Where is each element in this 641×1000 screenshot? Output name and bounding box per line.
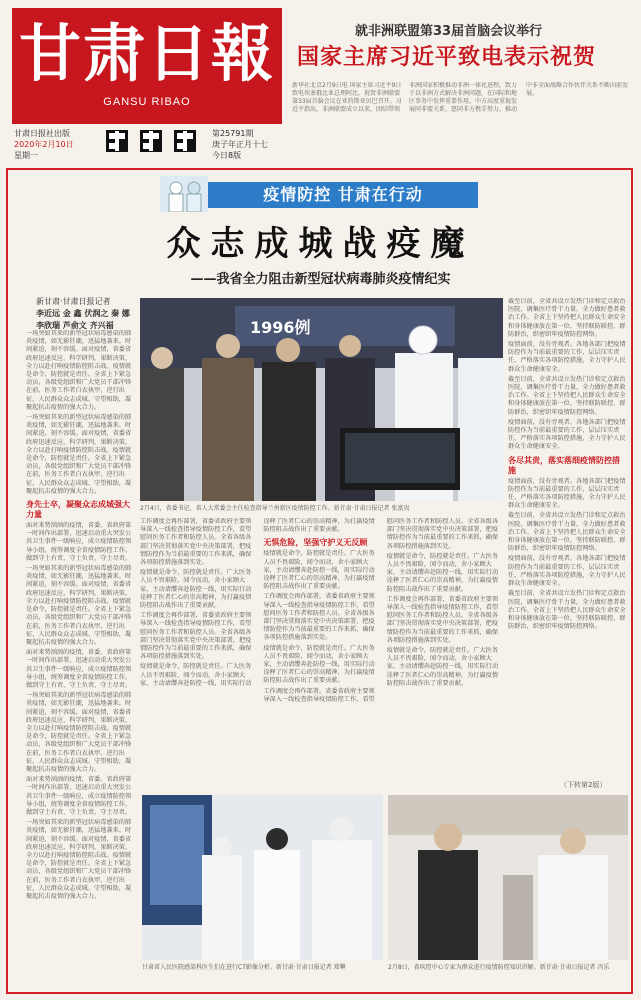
middle-columns: [140, 518, 502, 783]
paragraph: 疫情就是命令，防控就是责任。广大医务人员不畏艰险，闻令而动，舍小家顾大家，主动请缨奔赴防控一线，用实际行动诠释了医者仁心的崇高精神，为打赢疫情防控阻击战作出了重要贡献。: [386, 552, 499, 593]
logo-chinese: 甘肃日報: [18, 17, 275, 90]
paragraph: 一场突如其来的新型冠状病毒感染的肺炎疫情，如无影狂潮，迅猛地袭来。时间紧迫，刻不容缓。面对疫情，省委省政府迅速反应，科学研判，果断决策，全力以赴打响疫情防控阻击战。疫情就是命令，防控就是责任。全省上下紧急动员，各级党组织和广大党员干部冲锋在前，医务工作者白衣执甲、逆行出征，人民群众众志成城、守望相助，凝聚起抗击疫情的强大合力。: [26, 414, 132, 495]
byline-line: 李近远 金 鑫 伏润之 秦 娜: [36, 309, 130, 318]
main-photo-scene: [140, 298, 503, 501]
byline: [36, 296, 146, 332]
paragraph: 截至目前，全省共设立发热门诊和定点救治医院，调集医疗骨干力量，全力做好患者救治工作。全省上下坚持把人民群众生命安全和身体健康放在第一位，坚持联防联控、群防群治，织密织牢疫情防控网络。: [508, 298, 626, 338]
paragraph: 疫情就是命令，防控就是责任。广大医务人员不畏艰险，闻令而动，舍小家顾大家，主动请缨奔赴防控一线，用实际行动诠释了医者仁心的崇高精神，为打赢疫情防控阻击战作出了重要贡献。: [386, 647, 499, 687]
feature-title[interactable]: 众志成城战疫魔: [166, 224, 475, 264]
hospital-photo-caption: 甘肃省人民医院感染科医生们在进行CT影像分析。新甘肃·甘肃日报记者 郑攀: [142, 964, 346, 971]
page-count: 今日8版: [212, 151, 242, 160]
pub-weekday: 星期一: [14, 151, 38, 160]
paragraph: 面对来势汹汹的疫情，省委、省政府第一时间作出部署，迅速启动重大突发公共卫生事件一级响应，成立疫情防控领导小组，统筹调度全省疫情防控工作，做到守土有责、守土负责、守土尽责。: [26, 649, 132, 689]
outreach-photo-scene: [388, 795, 628, 960]
section-subhead: 身先士卒，凝聚众志成城强大力量: [26, 500, 130, 520]
paragraph: 疫情就是命令，防控就是责任。广大医务人员不畏艰险，闻令而动，舍小家顾大家，主动请缨奔赴防控一线，用实际行动诠释了医者仁心的崇高精神，为打赢疫情防控阻击战作出了重要贡献。: [140, 518, 375, 687]
paragraph: 一场突如其来的新型冠状病毒感染的肺炎疫情，如无影狂潮，迅猛地袭来。时间紧迫，刻不容缓。面对疫情，省委省政府迅速反应，科学研判，果断决策，全力以赴打响疫情防控阻击战。疫情就是命令，防控就是责任。全省上下紧急动员，各级党组织和广大党员干部冲锋在前，医务工作者白衣执甲、逆行出征，人民群众众志成城、守望相助，凝聚起抗击疫情的强大合力。: [26, 819, 132, 900]
screen-figure: 1996例: [250, 318, 311, 337]
paragraph: 工作调度会再作部署，省委省政府主要领导深入一线检查指导疫情防控工作，看望慰问医务工作者和防控人员。全省各级各部门坚决贯彻落实党中央决策部署，把疫情防控作为当前最重要的工作来抓，确保各项防控措施落到实处。: [263, 593, 375, 642]
qr-code-icon: [106, 130, 128, 152]
paragraph: 疫情面前，没有旁观者。各地各部门把疫情防控作为当前最重要的工作，层层压实责任，严格落实各项防控措施，全力守护人民群众生命健康安全。: [508, 418, 626, 451]
hospital-photo: [142, 795, 383, 960]
lunar-date: 庚子年正月十七: [212, 140, 268, 149]
right-column: [508, 298, 626, 758]
paragraph: 一场突如其来的新型冠状病毒感染的肺炎疫情，如无影狂潮，迅猛地袭来。时间紧迫，刻不容缓。面对疫情，省委省政府迅速反应，科学研判，果断决策，全力以赴打响疫情防控阻击战。疫情就是命令，防控就是责任。全省上下紧急动员，各级党组织和广大党员干部冲锋在前，医务工作者白衣执甲、逆行出征，人民群众众志成城、守望相助，凝聚起抗击疫情的强大合力。: [26, 692, 132, 773]
medical-worker-icon: [160, 176, 208, 212]
paragraph: 工作调度会再作部署，省委省政府主要领导深入一线检查指导疫情防控工作，看望慰问医务工作者和防控人员。全省各级各部门坚决贯彻落实党中央决策部署，把疫情防控作为当前最重要的工作来抓，确保各项防控措施落到实处。: [140, 612, 252, 661]
paragraph: 疫情面前，没有旁观者。各地各部门把疫情防控作为当前最重要的工作，层层压实责任，严格落实各项防控措施，全力守护人民群众生命健康安全。: [508, 477, 626, 510]
publication-info: [14, 128, 104, 161]
paragraph: 截至目前，全省共设立发热门诊和定点救治医院，调集医疗骨干力量，全力做好患者救治工作。全省上下坚持把人民群众生命安全和身体健康放在第一位，坚持联防联控、群防群治，织密织牢疫情防控网络。: [508, 375, 626, 416]
byline-line: 李欣瑞 芦俞文 齐兴福: [36, 321, 114, 330]
paragraph: 疫情就是命令，防控就是责任。广大医务人员不畏艰险，闻令而动，舍小家顾大家，主动请缨奔赴防控一线，用实际行动诠释了医者仁心的崇高精神，为打赢疫情防控阻击战作出了重要贡献。: [140, 569, 252, 610]
hospital-photo-scene: [142, 795, 383, 960]
paragraph: 一场突如其来的新型冠状病毒感染的肺炎疫情，如无影狂潮，迅猛地袭来。时间紧迫，刻不容缓。面对疫情，省委省政府迅速反应，科学研判，果断决策，全力以赴打响疫情防控阻击战。疫情就是命令，防控就是责任。全省上下紧急动员，各级党组织和广大党员干部冲锋在前，医务工作者白衣执甲、逆行出征，人民群众众志成城、守望相助，凝聚起抗击疫情的强大合力。: [26, 565, 132, 646]
outreach-photo: [388, 795, 628, 960]
pub-line: 甘肃日报社出版: [14, 129, 70, 138]
paragraph: 面对来势汹汹的疫情，省委、省政府第一时间作出部署，迅速启动重大突发公共卫生事件一级响应，成立疫情防控领导小组，统筹调度全省疫情防控工作，做到守土有责、守土负责、守土尽责。: [26, 522, 132, 562]
top-story-headline[interactable]: 国家主席习近平致电表示祝贺: [297, 45, 597, 70]
continuation-note: （下转第2版）: [560, 781, 607, 789]
main-photo-caption: 2月4日，省委书记、省人大常委会主任检查指导兰州新区疫情防控工作。新甘肃·甘肃日报记者 张富贵: [140, 505, 410, 512]
paragraph: 工作调度会再作部署，省委省政府主要领导深入一线检查指导疫情防控工作，看望慰问医务工作者和防控人员。全省各级各部门坚决贯彻落实党中央决策部署，把疫情防控作为当前最重要的工作来抓，确保各项防控措施落到实处。: [386, 595, 499, 644]
paragraph: 一场突如其来的新型冠状病毒感染的肺炎疫情，如无影狂潮，迅猛地袭来。时间紧迫，刻不容缓。面对疫情，省委省政府迅速反应，科学研判，果断决策，全力以赴打响疫情防控阻击战。疫情就是命令，防控就是责任。全省上下紧急动员，各级党组织和广大党员干部冲锋在前，医务工作者白衣执甲、逆行出征，人民群众众志成城、守望相助，凝聚起抗击疫情的强大合力。: [26, 330, 132, 411]
paragraph: 截至目前，全省共设立发热门诊和定点救治医院，调集医疗骨干力量，全力做好患者救治工作。全省上下坚持把人民群众生命安全和身体健康放在第一位，坚持联防联控、群防群治，织密织牢疫情防控网络。: [508, 590, 626, 631]
paragraph: 疫情面前，没有旁观者。各地各部门把疫情防控作为当前最重要的工作，层层压实责任，严格落实各项防控措施，全力守护人民群众生命健康安全。: [508, 555, 626, 588]
section-subhead: 无惧危险，坚强守护义无反顾: [263, 538, 368, 548]
issue-info: [212, 128, 282, 161]
section-subhead: 各尽其责，落实落细疫情防控措施: [508, 455, 620, 475]
pub-date: 2020年2月10日: [14, 140, 74, 149]
left-column: [26, 330, 134, 975]
paragraph: 疫情面前，没有旁观者。各地各部门把疫情防控作为当前最重要的工作，层层压实责任，严格落实各项防控措施，全力守护人民群众生命健康安全。: [508, 341, 626, 373]
paragraph: 疫情就是命令，防控就是责任。广大医务人员不畏艰险，闻令而动，舍小家顾大家，主动请缨奔赴防控一线，用实际行动诠释了医者仁心的崇高精神，为打赢疫情防控阻击战作出了重要贡献。: [263, 550, 375, 591]
paragraph: 工作调度会再作部署，省委省政府主要领导深入一线检查指导疫情防控工作，看望慰问医务工作者和防控人员。全省各级各部门坚决贯彻落实党中央决策部署，把疫情防控作为当前最重要的工作来抓，确保各项防控措施落到实处。: [263, 518, 499, 703]
masthead-logo: [12, 8, 282, 124]
paragraph: 疫情就是命令，防控就是责任。广大医务人员不畏艰险，闻令而动，舍小家顾大家，主动请缨奔赴防控一线，用实际行动诠释了医者仁心的崇高精神，为打赢疫情防控阻击战作出了重要贡献。: [263, 644, 375, 685]
paragraph: 面对来势汹汹的疫情，省委、省政府第一时间作出部署，迅速启动重大突发公共卫生事件一级响应，成立疫情防控领导小组，统筹调度全省疫情防控工作，做到守土有责、守土负责、守土尽责。: [26, 776, 132, 816]
logo-english: GANSU RIBAO: [103, 96, 191, 108]
byline-line: 新甘肃·甘肃日报记者: [36, 297, 111, 306]
paragraph: 工作调度会再作部署，省委省政府主要领导深入一线检查指导疫情防控工作，看望慰问医务工作者和防控人员。全省各级各部门坚决贯彻落实党中央决策部署，把疫情防控作为当前最重要的工作来抓，确保各项防控措施落到实处。: [140, 518, 252, 567]
outreach-photo-caption: 2月8日，省疾控中心专家为群众进行疫情防控知识讲解。新甘肃·甘肃日报记者 冯乐: [388, 964, 610, 971]
top-story-body: 新华社北京2月9日电 国家主席习近平9日致电埃塞俄比亚总理阿比，祝贺非洲联盟第33届首脑会议在亚的斯亚贝巴召开。习近平指出，非洲联盟成立以来，团结带领非洲国家积极推动非洲一体化进程，致力于以非洲方式解决非洲问题，在国际和地区事务中发挥重要作用。中方高度重视发展同非盟关系，愿同非方携手努力，推动中非全面战略合作伙伴关系不断向前发展。: [292, 82, 629, 113]
top-story-subhead: 就非洲联盟第33届首脑会议举行: [355, 24, 543, 39]
paragraph: 截至目前，全省共设立发热门诊和定点救治医院，调集医疗骨干力量，全力做好患者救治工作。全省上下坚持把人民群众生命安全和身体健康放在第一位，坚持联防联控、群防群治，织密织牢疫情防控网络。: [508, 512, 626, 553]
feature-subtitle: ——我省全力阻击新型冠状病毒肺炎疫情纪实: [190, 272, 451, 287]
issue-number: 第25791期: [212, 129, 254, 138]
qr-code-icon: [174, 130, 196, 152]
main-photo: [140, 298, 503, 501]
section-banner: 疫情防控 甘肃在行动: [208, 182, 478, 208]
qr-code-icon: [140, 130, 162, 152]
